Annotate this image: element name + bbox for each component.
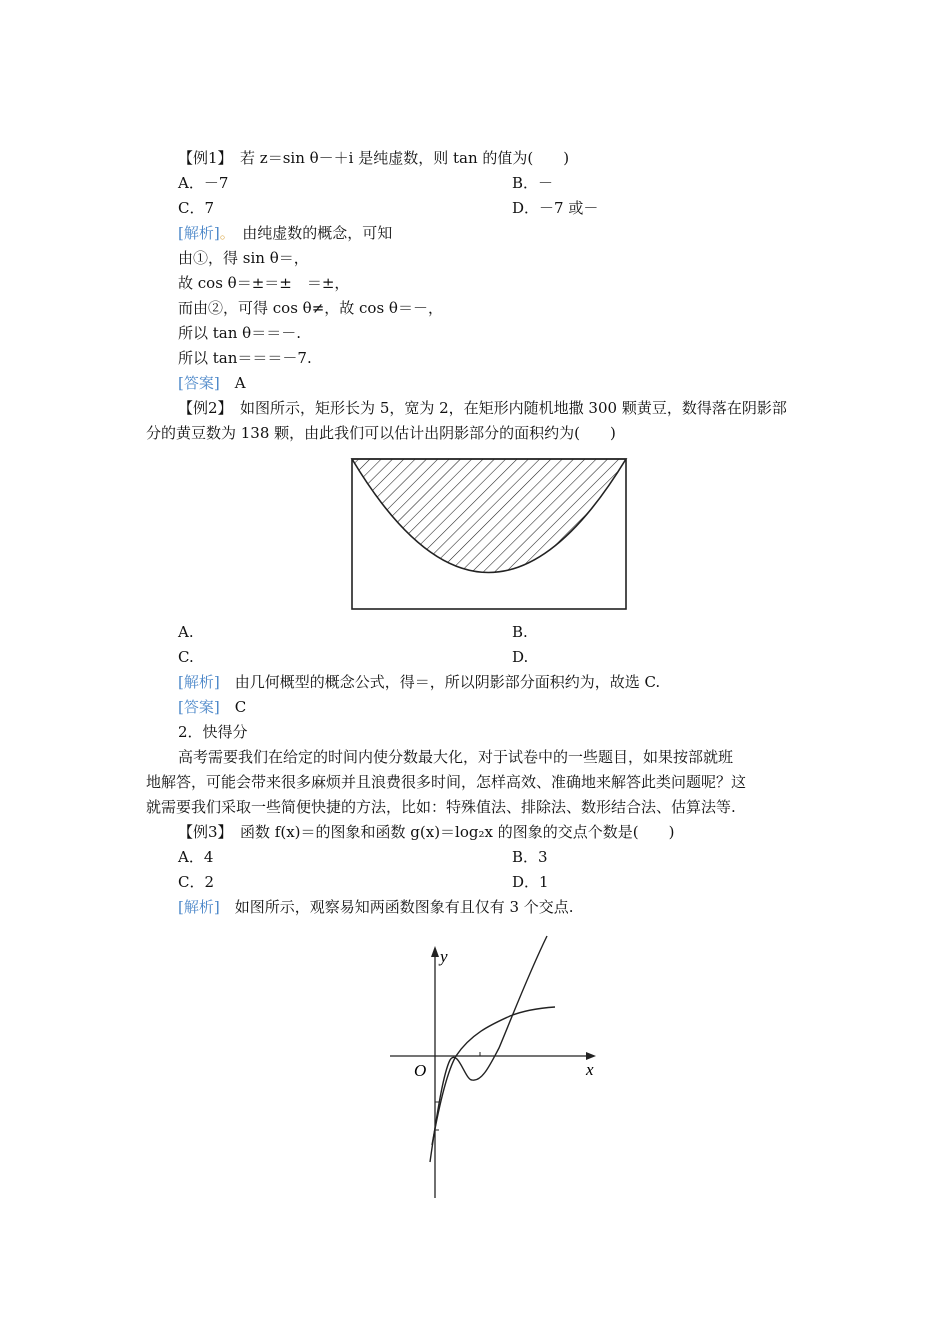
answer-1-value: A	[219, 374, 246, 392]
example-3-option-c: C．2	[178, 873, 215, 891]
solution-1-line-4: 所以 tan θ＝＝－.	[178, 324, 301, 342]
solution-2	[178, 672, 660, 692]
example-2-option-c: C.	[178, 648, 194, 666]
f-curve	[430, 936, 547, 1162]
paragraph-line-3: 就需要我们采取一些简便快捷的方法，比如：特殊值法、排除法、数形结合法、估算法等.	[146, 798, 736, 816]
solution-1-header	[178, 223, 392, 243]
section-heading: 2．快得分	[178, 723, 248, 741]
answer-tag: [答案]	[178, 374, 220, 392]
example-2-option-b: B.	[512, 623, 528, 641]
example-3-option-d: D．1	[512, 873, 549, 891]
solution-1-line-5: 所以 tan＝＝＝－7.	[178, 349, 312, 367]
analysis-tag: [解析]	[178, 224, 220, 242]
example-1-option-a: A．－7	[178, 174, 229, 192]
answer-1	[178, 373, 246, 393]
example-1-option-c: C．7	[178, 199, 215, 217]
example-3-option-a: A．4	[178, 848, 214, 866]
solution-1-line-1: 由①，得 sin θ＝，	[178, 249, 309, 267]
example-2-stem-line-2: 分的黄豆数为 138 颗，由此我们可以估计出阴影部分的面积约为( )	[146, 424, 616, 442]
example-3-option-b: B．3	[512, 848, 548, 866]
analysis-tag-2: [解析]	[178, 673, 220, 691]
solution-1-text: 由纯虚数的概念，可知	[227, 224, 393, 242]
log2-curve	[432, 1007, 555, 1145]
y-axis-arrow-icon	[431, 946, 439, 957]
example-3-stem: 【例3】 函数 f(x)＝的图象和函数 g(x)＝log₂x 的图象的交点个数是( )	[178, 823, 675, 841]
answer-tag-2: [答案]	[178, 698, 220, 716]
answer-2	[178, 697, 246, 717]
rectangle-parabola-figure	[350, 456, 630, 612]
answer-2-value: C	[219, 698, 247, 716]
paragraph-line-2: 地解答，可能会带来很多麻烦并且浪费很多时间，怎样高效、准确地来解答此类问题呢？这	[146, 773, 747, 791]
solution-2-text: 由几何概型的概念公式，得＝，所以阴影部分面积约为，故选 C.	[219, 673, 661, 691]
y-axis-label: y	[440, 947, 448, 966]
function-graph	[380, 930, 610, 1202]
analysis-tag-3: [解析]	[178, 898, 220, 916]
paragraph-line-1: 高考需要我们在给定的时间内使分数最大化，对于试卷中的一些题目，如果按部就班	[178, 748, 734, 766]
example-2-option-a: A.	[178, 623, 194, 641]
example-1-option-d: D．－7 或－	[512, 199, 599, 217]
example-2-stem-line-1: 【例2】 如图所示，矩形长为 5，宽为 2，在矩形内随机地撒 300 颗黄豆，数得落在阴影部	[178, 399, 787, 417]
solution-1-line-3: 而由②，可得 cos θ≠，故 cos θ＝－，	[178, 299, 443, 317]
example-2-option-d: D.	[512, 648, 529, 666]
solution-3	[178, 897, 574, 917]
solution-1-line-2: 故 cos θ＝±＝± ＝±，	[178, 274, 350, 292]
x-axis-arrow-icon	[586, 1052, 596, 1060]
analysis-dot: 。	[219, 224, 228, 242]
solution-3-text: 如图所示，观察易知两函数图象有且仅有 3 个交点.	[219, 898, 574, 916]
example-1-option-b: B．－	[512, 174, 554, 192]
example-1-stem: 【例1】 若 z＝sin θ－＋i 是纯虚数，则 tan 的值为( )	[178, 149, 570, 167]
x-axis-label: x	[586, 1060, 594, 1079]
origin-label: O	[414, 1061, 427, 1080]
